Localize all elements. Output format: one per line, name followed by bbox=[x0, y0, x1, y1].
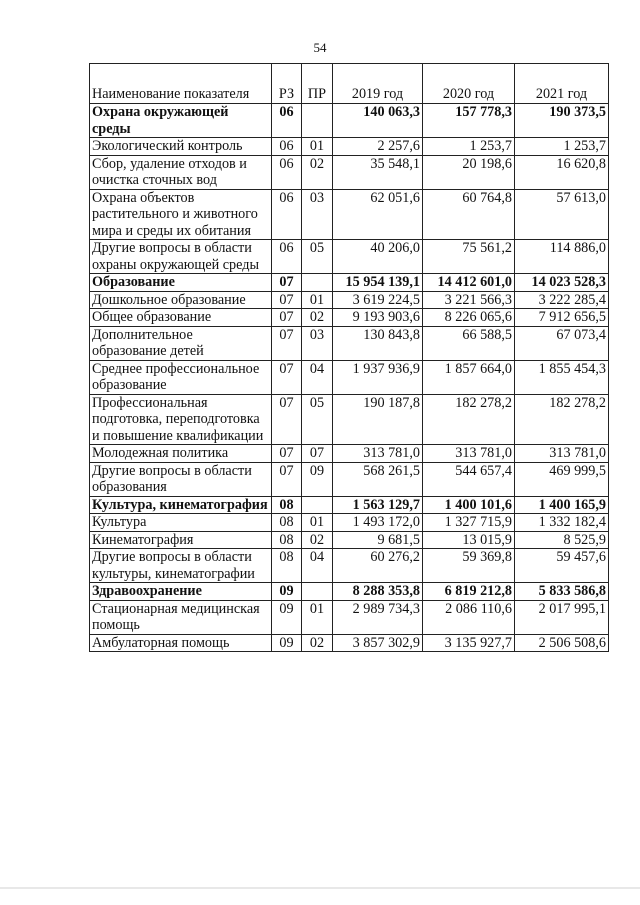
cell-2019: 3 857 302,9 bbox=[333, 634, 423, 652]
cell-rz: 08 bbox=[272, 496, 302, 514]
cell-2019: 40 206,0 bbox=[333, 240, 423, 274]
cell-name: Дошкольное образование bbox=[90, 291, 272, 309]
table-row bbox=[90, 445, 609, 463]
cell-2021: 2 506 508,6 bbox=[515, 634, 609, 652]
table-row bbox=[90, 549, 609, 583]
cell-2020: 13 015,9 bbox=[423, 531, 515, 549]
cell-2021: 313 781,0 bbox=[515, 445, 609, 463]
table-row bbox=[90, 394, 609, 445]
cell-rz: 06 bbox=[272, 104, 302, 138]
cell-pr: 04 bbox=[302, 360, 333, 394]
cell-2020: 313 781,0 bbox=[423, 445, 515, 463]
header-2019: 2019 год bbox=[333, 64, 423, 104]
cell-2020: 544 657,4 bbox=[423, 462, 515, 496]
cell-rz: 07 bbox=[272, 462, 302, 496]
cell-name: Экологический контроль bbox=[90, 138, 272, 156]
cell-name: Общее образование bbox=[90, 309, 272, 327]
cell-pr: 02 bbox=[302, 309, 333, 327]
cell-rz: 07 bbox=[272, 326, 302, 360]
page-number: 54 bbox=[313, 40, 327, 55]
cell-2021: 7 912 656,5 bbox=[515, 309, 609, 327]
table-row bbox=[90, 138, 609, 156]
cell-name: Охрана объектов растительного и животного мира и среды их обитания bbox=[90, 189, 272, 240]
cell-pr: 05 bbox=[302, 394, 333, 445]
cell-name: Образование bbox=[90, 274, 272, 292]
cell-2020: 3 135 927,7 bbox=[423, 634, 515, 652]
cell-2021: 3 222 285,4 bbox=[515, 291, 609, 309]
cell-2019: 9 193 903,6 bbox=[333, 309, 423, 327]
cell-name: Культура, кинематография bbox=[90, 496, 272, 514]
table-row bbox=[90, 634, 609, 652]
cell-rz: 08 bbox=[272, 514, 302, 532]
header-name: Наименование показателя bbox=[90, 64, 272, 104]
cell-2020: 14 412 601,0 bbox=[423, 274, 515, 292]
cell-2019: 1 563 129,7 bbox=[333, 496, 423, 514]
cell-2020: 60 764,8 bbox=[423, 189, 515, 240]
cell-2019: 1 493 172,0 bbox=[333, 514, 423, 532]
cell-name: Амбулаторная помощь bbox=[90, 634, 272, 652]
cell-pr: 03 bbox=[302, 189, 333, 240]
cell-2021: 114 886,0 bbox=[515, 240, 609, 274]
cell-pr bbox=[302, 583, 333, 601]
cell-pr bbox=[302, 104, 333, 138]
cell-2021: 8 525,9 bbox=[515, 531, 609, 549]
header-pr: ПР bbox=[302, 64, 333, 104]
cell-2019: 140 063,3 bbox=[333, 104, 423, 138]
cell-pr bbox=[302, 496, 333, 514]
cell-name: Дополнительное образование детей bbox=[90, 326, 272, 360]
cell-2019: 9 681,5 bbox=[333, 531, 423, 549]
cell-pr bbox=[302, 274, 333, 292]
table-row bbox=[90, 514, 609, 532]
cell-pr: 01 bbox=[302, 600, 333, 634]
table-row bbox=[90, 583, 609, 601]
budget-table bbox=[89, 63, 609, 652]
table-row bbox=[90, 462, 609, 496]
table-row bbox=[90, 274, 609, 292]
table-row bbox=[90, 155, 609, 189]
cell-2020: 2 086 110,6 bbox=[423, 600, 515, 634]
cell-rz: 06 bbox=[272, 138, 302, 156]
cell-pr: 01 bbox=[302, 291, 333, 309]
cell-2020: 20 198,6 bbox=[423, 155, 515, 189]
cell-name: Культура bbox=[90, 514, 272, 532]
cell-rz: 06 bbox=[272, 155, 302, 189]
cell-2021: 1 253,7 bbox=[515, 138, 609, 156]
table-row bbox=[90, 104, 609, 138]
cell-rz: 09 bbox=[272, 600, 302, 634]
table-row bbox=[90, 360, 609, 394]
cell-name: Молодежная политика bbox=[90, 445, 272, 463]
cell-2019: 313 781,0 bbox=[333, 445, 423, 463]
cell-2021: 57 613,0 bbox=[515, 189, 609, 240]
cell-2020: 8 226 065,6 bbox=[423, 309, 515, 327]
cell-rz: 06 bbox=[272, 240, 302, 274]
table-row bbox=[90, 326, 609, 360]
header-rz: РЗ bbox=[272, 64, 302, 104]
cell-name: Профессиональная подготовка, переподготовка и повышение квалификации bbox=[90, 394, 272, 445]
cell-rz: 09 bbox=[272, 634, 302, 652]
cell-2019: 3 619 224,5 bbox=[333, 291, 423, 309]
table-row bbox=[90, 600, 609, 634]
cell-2020: 182 278,2 bbox=[423, 394, 515, 445]
cell-2019: 190 187,8 bbox=[333, 394, 423, 445]
cell-rz: 07 bbox=[272, 309, 302, 327]
cell-2019: 2 989 734,3 bbox=[333, 600, 423, 634]
cell-2021: 2 017 995,1 bbox=[515, 600, 609, 634]
cell-2019: 568 261,5 bbox=[333, 462, 423, 496]
cell-2020: 1 253,7 bbox=[423, 138, 515, 156]
cell-2021: 469 999,5 bbox=[515, 462, 609, 496]
cell-2020: 3 221 566,3 bbox=[423, 291, 515, 309]
cell-rz: 06 bbox=[272, 189, 302, 240]
cell-2019: 130 843,8 bbox=[333, 326, 423, 360]
cell-pr: 01 bbox=[302, 514, 333, 532]
cell-pr: 02 bbox=[302, 155, 333, 189]
cell-pr: 04 bbox=[302, 549, 333, 583]
cell-2020: 6 819 212,8 bbox=[423, 583, 515, 601]
cell-pr: 01 bbox=[302, 138, 333, 156]
cell-rz: 07 bbox=[272, 445, 302, 463]
cell-rz: 08 bbox=[272, 549, 302, 583]
cell-pr: 02 bbox=[302, 531, 333, 549]
cell-2021: 182 278,2 bbox=[515, 394, 609, 445]
scan-edge-divider bbox=[0, 887, 640, 889]
table-row bbox=[90, 240, 609, 274]
cell-name: Другие вопросы в области охраны окружающей среды bbox=[90, 240, 272, 274]
cell-2020: 59 369,8 bbox=[423, 549, 515, 583]
cell-2021: 14 023 528,3 bbox=[515, 274, 609, 292]
cell-2019: 8 288 353,8 bbox=[333, 583, 423, 601]
cell-2020: 75 561,2 bbox=[423, 240, 515, 274]
cell-rz: 09 bbox=[272, 583, 302, 601]
cell-name: Охрана окружающей среды bbox=[90, 104, 272, 138]
cell-rz: 07 bbox=[272, 274, 302, 292]
cell-2019: 1 937 936,9 bbox=[333, 360, 423, 394]
cell-2021: 190 373,5 bbox=[515, 104, 609, 138]
cell-2021: 16 620,8 bbox=[515, 155, 609, 189]
cell-2019: 62 051,6 bbox=[333, 189, 423, 240]
header-2021: 2021 год bbox=[515, 64, 609, 104]
cell-rz: 07 bbox=[272, 291, 302, 309]
cell-2019: 60 276,2 bbox=[333, 549, 423, 583]
table-row bbox=[90, 496, 609, 514]
cell-pr: 03 bbox=[302, 326, 333, 360]
table-body bbox=[90, 104, 609, 652]
cell-name: Сбор, удаление отходов и очистка сточных вод bbox=[90, 155, 272, 189]
cell-name: Другие вопросы в области образования bbox=[90, 462, 272, 496]
cell-2020: 157 778,3 bbox=[423, 104, 515, 138]
table-row bbox=[90, 291, 609, 309]
cell-name: Другие вопросы в области культуры, кинематографии bbox=[90, 549, 272, 583]
cell-name: Здравоохранение bbox=[90, 583, 272, 601]
cell-2021: 67 073,4 bbox=[515, 326, 609, 360]
cell-2019: 2 257,6 bbox=[333, 138, 423, 156]
cell-2021: 5 833 586,8 bbox=[515, 583, 609, 601]
cell-2020: 1 327 715,9 bbox=[423, 514, 515, 532]
cell-pr: 05 bbox=[302, 240, 333, 274]
cell-2021: 1 400 165,9 bbox=[515, 496, 609, 514]
cell-2019: 15 954 139,1 bbox=[333, 274, 423, 292]
cell-2019: 35 548,1 bbox=[333, 155, 423, 189]
cell-2021: 1 855 454,3 bbox=[515, 360, 609, 394]
cell-2021: 59 457,6 bbox=[515, 549, 609, 583]
cell-rz: 07 bbox=[272, 394, 302, 445]
table-header-row bbox=[90, 64, 609, 104]
cell-pr: 02 bbox=[302, 634, 333, 652]
table-row bbox=[90, 531, 609, 549]
header-2020: 2020 год bbox=[423, 64, 515, 104]
cell-name: Среднее профессиональное образование bbox=[90, 360, 272, 394]
cell-rz: 07 bbox=[272, 360, 302, 394]
cell-name: Кинематография bbox=[90, 531, 272, 549]
cell-2020: 1 400 101,6 bbox=[423, 496, 515, 514]
cell-rz: 08 bbox=[272, 531, 302, 549]
table-row bbox=[90, 309, 609, 327]
cell-pr: 09 bbox=[302, 462, 333, 496]
table-row bbox=[90, 189, 609, 240]
cell-pr: 07 bbox=[302, 445, 333, 463]
cell-2021: 1 332 182,4 bbox=[515, 514, 609, 532]
cell-2020: 66 588,5 bbox=[423, 326, 515, 360]
cell-2020: 1 857 664,0 bbox=[423, 360, 515, 394]
cell-name: Стационарная медицинская помощь bbox=[90, 600, 272, 634]
